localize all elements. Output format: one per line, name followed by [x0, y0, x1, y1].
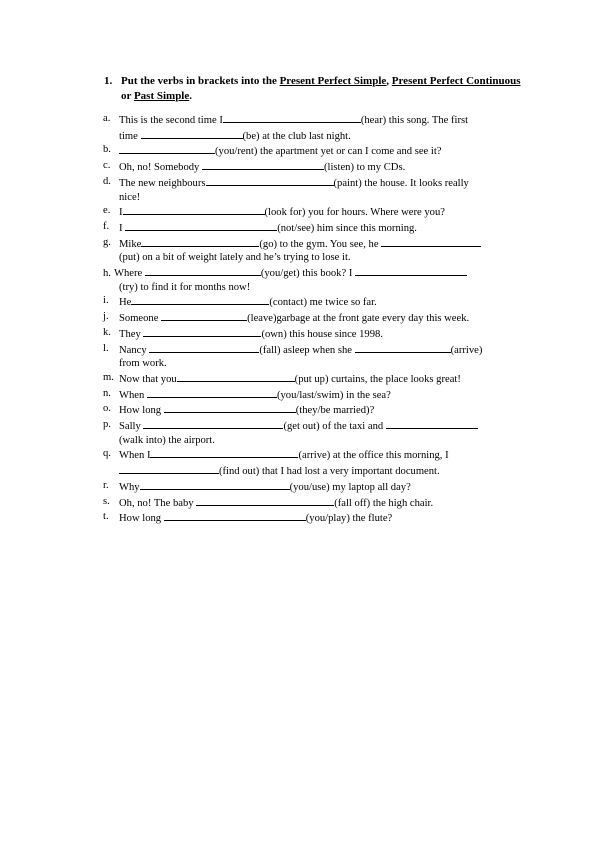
exercise-item-i: i. He (contact) me twice so far. — [103, 295, 377, 309]
exercise-item-a: a. This is the second time I (hear) this song. The first time (be) at the club last night. — [103, 113, 469, 142]
answer-blank[interactable] — [141, 236, 259, 247]
exercise-heading — [104, 74, 524, 104]
exercise-item-e: e. I (look for) you for hours. Where were you? — [103, 205, 445, 219]
answer-blank[interactable] — [150, 447, 298, 458]
exercise-item-d: d. The new neighbours (paint) the house. It looks really nice! — [103, 175, 469, 203]
answer-blank[interactable] — [149, 342, 259, 353]
item-label: t. — [103, 511, 109, 523]
answer-blank[interactable] — [206, 175, 334, 186]
exercise-number: 1. — [104, 75, 113, 87]
answer-blank[interactable] — [125, 220, 277, 231]
exercise-item-k: k. They (own) this house since 1998. — [103, 326, 383, 340]
exercise-item-g: g. Mike (go) to the gym. You see, he (put) on a bit of weight lately and he’s trying to lose it. — [103, 236, 523, 265]
item-label: d. — [103, 175, 111, 187]
exercise-item-l: l. Nancy (fall) asleep when she (arrive) from work. — [103, 342, 483, 370]
answer-blank[interactable] — [386, 418, 478, 429]
exercise-item-f: f. I (not/see) him since this morning. — [103, 220, 417, 234]
answer-blank[interactable] — [140, 479, 290, 490]
answer-blank[interactable] — [381, 236, 481, 247]
item-label: o. — [103, 403, 111, 415]
answer-blank[interactable] — [145, 265, 261, 276]
tense-present-perfect-continuous: Present Perfect Continuous — [391, 75, 521, 87]
exercise-item-n: n. When (you/last/swim) in the sea? — [103, 387, 391, 401]
answer-blank[interactable] — [143, 326, 261, 337]
answer-blank[interactable] — [161, 310, 247, 321]
item-label: e. — [103, 205, 111, 217]
exercise-item-h: h. Where (you/get) this book? I (try) to find it for months now! — [103, 265, 523, 294]
answer-blank[interactable] — [119, 143, 215, 154]
answer-blank[interactable] — [119, 463, 219, 474]
item-label: k. — [103, 326, 111, 338]
tense-present-perfect-simple: Present Perfect Simple — [279, 75, 387, 87]
item-label: c. — [103, 160, 111, 172]
answer-blank[interactable] — [164, 402, 296, 413]
answer-blank[interactable] — [196, 495, 334, 506]
item-label: f. — [103, 220, 110, 232]
item-label: j. — [103, 311, 109, 323]
item-label: p. — [103, 419, 111, 431]
item-label: i. — [103, 295, 109, 307]
item-label: n. — [103, 387, 111, 399]
item-label: a. — [103, 113, 111, 124]
tense-past-simple: Past Simple — [133, 90, 190, 102]
exercise-item-c: c. Oh, no! Somebody (listen) to my CDs. — [103, 160, 406, 174]
answer-blank[interactable] — [202, 159, 324, 170]
exercise-item-j: j. Someone (leave)garbage at the front gate every day this week. — [103, 311, 470, 325]
item-label: b. — [103, 144, 111, 156]
answer-blank[interactable] — [164, 510, 306, 521]
answer-blank[interactable] — [123, 204, 265, 215]
exercise-item-b: b. (you/rent) the apartment yet or can I come and see it? — [103, 144, 442, 158]
answer-blank[interactable] — [141, 128, 243, 139]
exercise-instruction: Put the verbs in brackets into the Present Perfect Simple, Present Perfect Continuous or Past Simple. — [121, 75, 521, 102]
exercise-item-q: q. When I (arrive) at the office this morning, I (find out) that I had lost a very important document. — [103, 448, 449, 478]
item-label: g. — [103, 236, 111, 248]
answer-blank[interactable] — [147, 387, 277, 398]
exercise-item-s: s. Oh, no! The baby (fall off) the high chair. — [103, 495, 434, 509]
exercise-item-m: m. Now that you (put up) curtains, the place looks great! — [103, 371, 461, 385]
answer-blank[interactable] — [131, 294, 269, 305]
answer-blank[interactable] — [355, 265, 467, 276]
item-label: m. — [103, 371, 114, 383]
item-label: h. — [103, 268, 111, 280]
item-label: q. — [103, 448, 111, 460]
item-label: l. — [103, 342, 109, 354]
exercise-item-o: o. How long (they/be married)? — [103, 403, 375, 417]
exercise-item-p: p. Sally (get out) of the taxi and (walk into) the airport. — [103, 418, 523, 447]
exercise-item-t: t. How long (you/play) the flute? — [103, 511, 393, 525]
item-label: r. — [103, 479, 109, 491]
exercise-item-r: r. Why (you/use) my laptop all day? — [103, 479, 411, 493]
item-label: s. — [103, 495, 110, 507]
answer-blank[interactable] — [223, 112, 361, 123]
answer-blank[interactable] — [143, 418, 283, 429]
answer-blank[interactable] — [355, 342, 451, 353]
exercise-items — [103, 112, 523, 526]
answer-blank[interactable] — [177, 371, 295, 382]
